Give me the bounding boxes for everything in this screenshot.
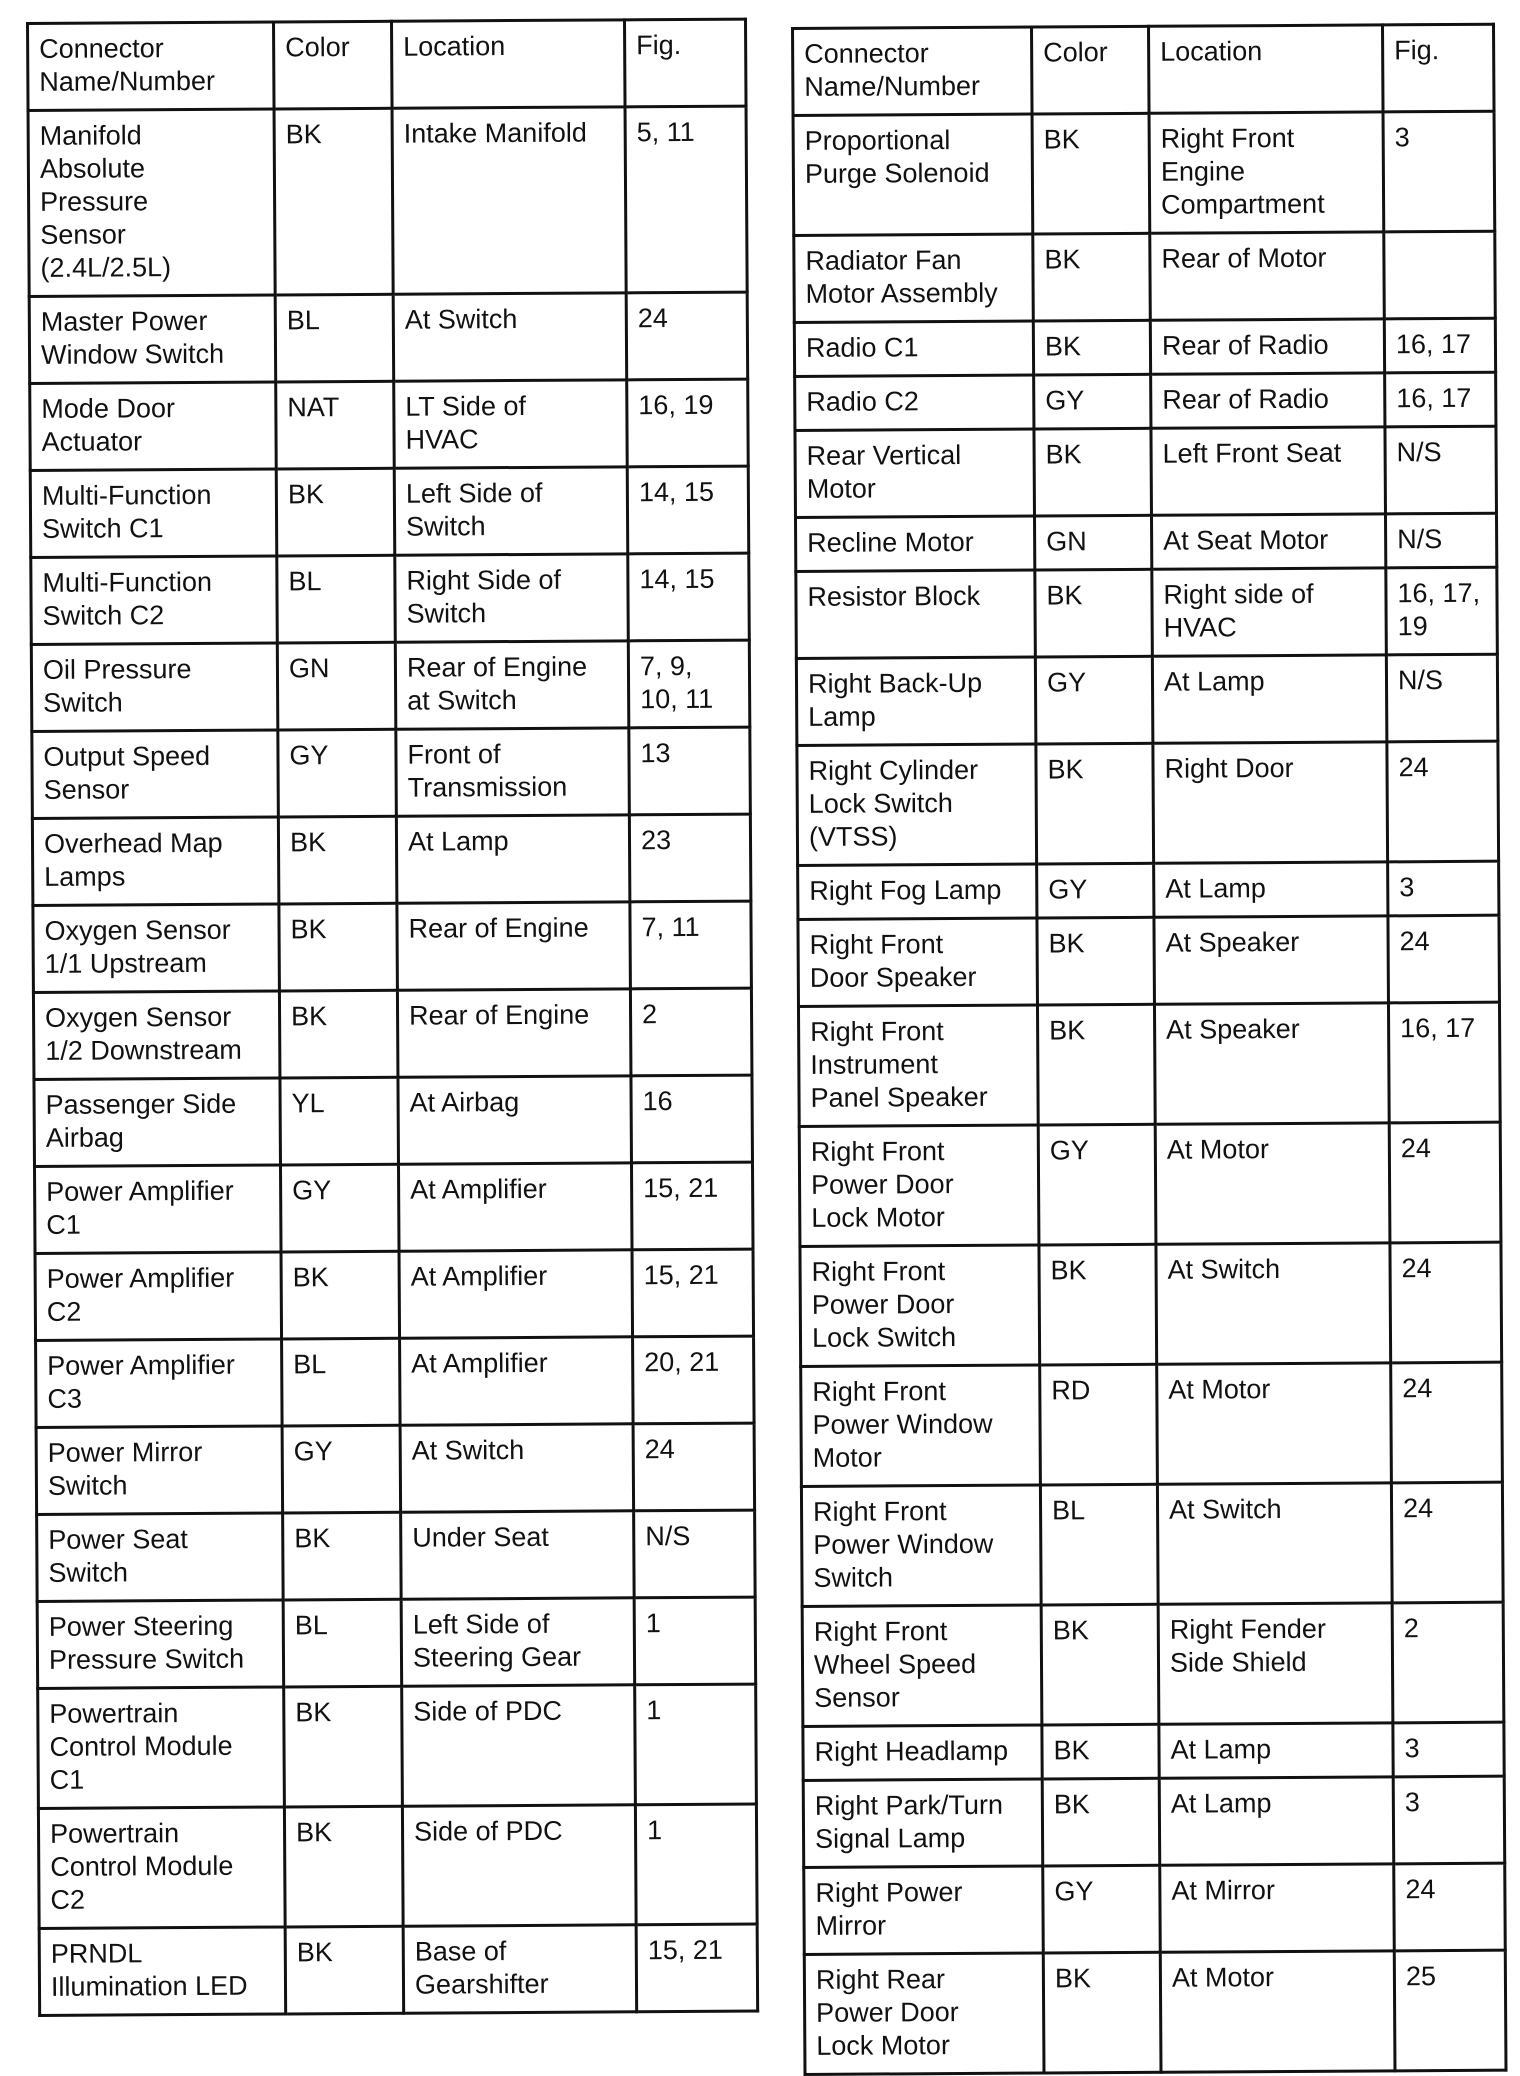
header-connector-name: Connector Name/Number: [793, 27, 1033, 115]
table-row: [39, 1924, 758, 2015]
fig-cell: N/S: [1385, 513, 1496, 568]
header-row: [28, 19, 747, 110]
connector-name-cell: Resistor Block: [796, 570, 1036, 658]
location-cell: Under Seat: [401, 1511, 635, 1599]
connector-name-cell: Right Headlamp: [803, 1725, 1042, 1780]
color-cell: BK: [1042, 1778, 1160, 1866]
location-cell: Side of PDC: [402, 1685, 636, 1806]
location-cell: At Lamp: [1159, 1777, 1394, 1865]
table-row: [29, 292, 748, 383]
connector-name-cell: Recline Motor: [795, 516, 1034, 571]
location-cell: Rear of Radio: [1150, 319, 1384, 374]
color-cell: BL: [277, 555, 396, 643]
color-cell: BK: [284, 1806, 403, 1927]
table-row: [804, 1950, 1506, 2074]
color-cell: BL: [1040, 1484, 1158, 1605]
location-cell: Rear of Engine: [397, 989, 631, 1077]
location-cell: LT Side of HVAC: [394, 380, 628, 468]
location-cell: At Lamp: [1154, 862, 1388, 917]
color-cell: BK: [1043, 1952, 1161, 2073]
fig-cell: 13: [629, 727, 751, 815]
connector-name-cell: Right Park/Turn Signal Lamp: [803, 1779, 1043, 1867]
color-cell: BK: [1033, 320, 1150, 375]
color-cell: BK: [1037, 917, 1155, 1005]
table-row: [794, 318, 1495, 376]
connector-name-cell: Right Power Mirror: [804, 1866, 1044, 1954]
table-row: [795, 372, 1496, 430]
fig-cell: 24: [1390, 1242, 1502, 1363]
fig-cell: 1: [635, 1804, 757, 1925]
table-row: [801, 1482, 1503, 1606]
color-cell: BK: [1039, 1244, 1157, 1365]
location-cell: Rear of Motor: [1150, 232, 1385, 320]
fig-cell: 16: [631, 1075, 753, 1163]
header-color: Color: [274, 21, 393, 109]
connector-name-cell: Right Front Power Window Motor: [801, 1365, 1041, 1486]
table-row: [33, 901, 752, 992]
fig-cell: 24: [1394, 1863, 1506, 1951]
fig-cell: 3: [1393, 1776, 1505, 1864]
connector-name-cell: PRNDL Illumination LED: [39, 1927, 286, 2016]
connector-name-cell: Right Front Power Window Switch: [801, 1485, 1041, 1606]
table-row: [802, 1602, 1504, 1726]
connector-name-cell: Right Front Power Door Lock Switch: [800, 1245, 1040, 1366]
header-fig: Fig.: [624, 19, 746, 107]
header-location: Location: [1149, 25, 1384, 113]
location-cell: Side of PDC: [402, 1805, 636, 1926]
connector-name-cell: Oxygen Sensor 1/1 Upstream: [33, 904, 280, 993]
color-cell: GY: [1038, 1124, 1156, 1245]
table-row: [37, 1597, 756, 1688]
location-cell: At Lamp: [1152, 655, 1387, 743]
location-cell: At Switch: [1157, 1483, 1392, 1604]
color-cell: BK: [274, 108, 393, 295]
fig-cell: 24: [626, 292, 748, 380]
color-cell: NAT: [276, 381, 395, 469]
fig-cell: 24: [1391, 1482, 1503, 1603]
table-row: [804, 1863, 1506, 1954]
location-cell: Left Side of Switch: [394, 467, 628, 555]
color-cell: GY: [1035, 656, 1153, 744]
fig-cell: 23: [629, 814, 751, 902]
location-cell: At Motor: [1155, 1123, 1390, 1244]
connector-name-cell: Powertrain Control Module C2: [38, 1807, 285, 1929]
header-connector-name: Connector Name/Number: [28, 22, 275, 111]
connector-name-cell: Multi-Function Switch C1: [30, 469, 277, 558]
color-cell: GY: [280, 1164, 399, 1252]
location-cell: At Lamp: [396, 815, 630, 903]
table-body-right: [793, 111, 1506, 2074]
header-row: [793, 24, 1495, 115]
fig-cell: 16, 19: [627, 379, 749, 467]
table-row: [33, 988, 752, 1079]
color-cell: BK: [281, 1251, 400, 1339]
fig-cell: 24: [1387, 741, 1499, 862]
fig-cell: 16, 17, 19: [1386, 567, 1498, 655]
color-cell: BK: [1041, 1604, 1159, 1725]
location-cell: Rear of Engine at Switch: [395, 641, 629, 729]
location-cell: At Motor: [1157, 1363, 1392, 1484]
location-cell: At Speaker: [1154, 916, 1389, 1004]
location-cell: Left Side of Steering Gear: [401, 1598, 635, 1686]
location-cell: Base of Gearshifter: [403, 1925, 637, 2013]
location-cell: Right Door: [1153, 742, 1388, 863]
location-cell: Rear of Engine: [397, 902, 631, 990]
connector-name-cell: Right Front Instrument Panel Speaker: [798, 1005, 1038, 1126]
connector-name-cell: Right Cylinder Lock Switch (VTSS): [797, 744, 1037, 865]
connector-name-cell: Powertrain Control Module C1: [38, 1687, 285, 1809]
table-row: [32, 814, 751, 905]
color-cell: BK: [1033, 233, 1151, 321]
color-cell: BK: [279, 903, 398, 991]
fig-cell: 3: [1383, 111, 1495, 232]
connector-table-left: [26, 18, 759, 2017]
connector-name-cell: Mode Door Actuator: [30, 382, 277, 471]
location-cell: At Speaker: [1154, 1003, 1389, 1124]
table-row: [798, 915, 1500, 1006]
connector-name-cell: Power Steering Pressure Switch: [37, 1600, 284, 1689]
color-cell: GN: [1034, 515, 1151, 570]
table-row: [799, 1122, 1501, 1246]
fig-cell: 24: [1391, 1362, 1503, 1483]
location-cell: Right Fender Side Shield: [1158, 1603, 1393, 1724]
fig-cell: 20, 21: [633, 1336, 755, 1424]
table-row: [36, 1423, 755, 1514]
table-body-left: [28, 106, 758, 2015]
connector-name-cell: Radio C2: [795, 375, 1034, 430]
connector-name-cell: Passenger Side Airbag: [34, 1078, 281, 1167]
fig-cell: 24: [1388, 915, 1500, 1003]
location-cell: Intake Manifold: [392, 107, 626, 294]
color-cell: YL: [280, 1077, 399, 1165]
connector-name-cell: Overhead Map Lamps: [32, 817, 279, 906]
table-row: [794, 231, 1496, 322]
fig-cell: 25: [1394, 1950, 1506, 2071]
color-cell: BK: [276, 468, 395, 556]
fig-cell: [1384, 231, 1496, 319]
fig-cell: 3: [1393, 1722, 1504, 1777]
fig-cell: 15, 21: [632, 1249, 754, 1337]
table-row: [34, 1162, 753, 1253]
connector-name-cell: Master Power Window Switch: [29, 295, 276, 384]
fig-cell: 3: [1388, 861, 1499, 916]
connector-name-cell: Power Amplifier C3: [36, 1339, 283, 1428]
location-cell: Rear of Radio: [1151, 373, 1385, 428]
table-row: [37, 1510, 756, 1601]
location-cell: Front of Transmission: [396, 728, 630, 816]
table-row: [35, 1249, 754, 1340]
location-cell: At Amplifier: [400, 1337, 634, 1425]
table-row: [800, 1242, 1502, 1366]
location-cell: At Amplifier: [399, 1250, 633, 1338]
fig-cell: 2: [1392, 1602, 1504, 1723]
location-cell: At Motor: [1160, 1951, 1395, 2072]
table-row: [798, 1002, 1500, 1126]
fig-cell: 14, 15: [627, 466, 749, 554]
color-cell: BK: [1042, 1724, 1159, 1779]
fig-cell: 1: [634, 1597, 756, 1685]
connector-name-cell: Radio C1: [794, 321, 1033, 376]
fig-cell: N/S: [634, 1510, 756, 1598]
connector-name-cell: Power Seat Switch: [37, 1513, 284, 1602]
color-cell: BK: [1034, 428, 1152, 516]
table-row: [796, 567, 1498, 658]
table-row: [801, 1362, 1503, 1486]
fig-cell: 1: [635, 1684, 757, 1805]
fig-cell: 15, 21: [631, 1162, 753, 1250]
fig-cell: 7, 11: [630, 901, 752, 989]
connector-name-cell: Proportional Purge Solenoid: [793, 114, 1033, 235]
table-row: [38, 1804, 757, 1928]
color-cell: BK: [278, 816, 397, 904]
location-cell: At Airbag: [398, 1076, 632, 1164]
location-cell: Right side of HVAC: [1152, 568, 1387, 656]
connector-name-cell: Output Speed Sensor: [32, 730, 279, 819]
connector-name-cell: Right Front Door Speaker: [798, 918, 1038, 1006]
color-cell: BL: [282, 1338, 401, 1426]
color-cell: RD: [1040, 1364, 1158, 1485]
table-row: [32, 727, 751, 818]
connector-name-cell: Oil Pressure Switch: [31, 643, 278, 732]
connector-name-cell: Rear Vertical Motor: [795, 429, 1035, 517]
color-cell: GY: [1034, 374, 1151, 429]
color-cell: BK: [1037, 1004, 1155, 1125]
table-row: [28, 106, 747, 296]
table-row: [38, 1684, 757, 1808]
connector-name-cell: Power Mirror Switch: [36, 1426, 283, 1515]
header-fig: Fig.: [1382, 24, 1494, 112]
location-cell: At Switch: [1156, 1243, 1391, 1364]
connector-name-cell: Power Amplifier C1: [34, 1165, 281, 1254]
header-location: Location: [392, 20, 626, 108]
fig-cell: 24: [633, 1423, 755, 1511]
connector-name-cell: Power Amplifier C2: [35, 1252, 282, 1341]
connector-name-cell: Multi-Function Switch C2: [31, 556, 278, 645]
location-cell: Right Side of Switch: [395, 554, 629, 642]
location-cell: At Lamp: [1159, 1723, 1393, 1778]
header-color: Color: [1032, 26, 1150, 114]
color-cell: BK: [283, 1512, 402, 1600]
fig-cell: 16, 17: [1384, 318, 1495, 373]
connector-name-cell: Radiator Fan Motor Assembly: [794, 234, 1034, 322]
fig-cell: 5, 11: [625, 106, 747, 293]
fig-cell: 24: [1389, 1122, 1501, 1243]
location-cell: At Mirror: [1160, 1864, 1395, 1952]
connector-table-right: [791, 23, 1508, 2076]
color-cell: BL: [275, 294, 394, 382]
table-row: [793, 111, 1495, 235]
table-row: [798, 861, 1499, 919]
fig-cell: N/S: [1385, 426, 1497, 514]
location-cell: At Switch: [393, 293, 627, 381]
color-cell: BK: [285, 1926, 404, 2014]
connector-name-cell: Right Rear Power Door Lock Motor: [804, 1953, 1044, 2074]
fig-cell: 14, 15: [628, 553, 750, 641]
connector-name-cell: Right Front Power Door Lock Motor: [799, 1125, 1039, 1246]
table-row: [803, 1722, 1504, 1780]
connector-name-cell: Manifold Absolute Pressure Sensor (2.4L/2.5L): [28, 109, 275, 296]
table-row: [31, 640, 750, 731]
table-row: [34, 1075, 753, 1166]
color-cell: GY: [278, 729, 397, 817]
table-row: [31, 553, 750, 644]
color-cell: GY: [1037, 863, 1154, 918]
fig-cell: 7, 9, 10, 11: [628, 640, 750, 728]
location-cell: Right Front Engine Compartment: [1149, 112, 1384, 233]
table-row: [30, 466, 749, 557]
connector-name-cell: Oxygen Sensor 1/2 Downstream: [33, 991, 280, 1080]
color-cell: BK: [279, 990, 398, 1078]
table-row: [795, 513, 1496, 571]
color-cell: BK: [1035, 569, 1153, 657]
table-row: [30, 379, 749, 470]
connector-name-cell: Right Front Wheel Speed Sensor: [802, 1605, 1042, 1726]
color-cell: GY: [282, 1425, 401, 1513]
connector-name-cell: Right Back-Up Lamp: [796, 657, 1036, 745]
location-cell: Left Front Seat: [1151, 427, 1386, 515]
location-cell: At Seat Motor: [1151, 514, 1385, 569]
table-row: [795, 426, 1497, 517]
color-cell: GY: [1043, 1865, 1161, 1953]
connector-name-cell: Right Fog Lamp: [798, 864, 1037, 919]
fig-cell: 15, 21: [636, 1924, 758, 2012]
color-cell: BK: [1032, 113, 1150, 234]
color-cell: GN: [277, 642, 396, 730]
color-cell: BK: [1036, 743, 1154, 864]
fig-cell: 16, 17: [1385, 372, 1496, 427]
fig-cell: 2: [630, 988, 752, 1076]
fig-cell: N/S: [1386, 654, 1498, 742]
color-cell: BK: [284, 1686, 403, 1807]
fig-cell: 16, 17: [1388, 1002, 1500, 1123]
table-row: [797, 741, 1499, 865]
location-cell: At Amplifier: [398, 1163, 632, 1251]
table-row: [803, 1776, 1505, 1867]
table-row: [36, 1336, 755, 1427]
color-cell: BL: [283, 1599, 402, 1687]
location-cell: At Switch: [400, 1424, 634, 1512]
table-row: [796, 654, 1498, 745]
